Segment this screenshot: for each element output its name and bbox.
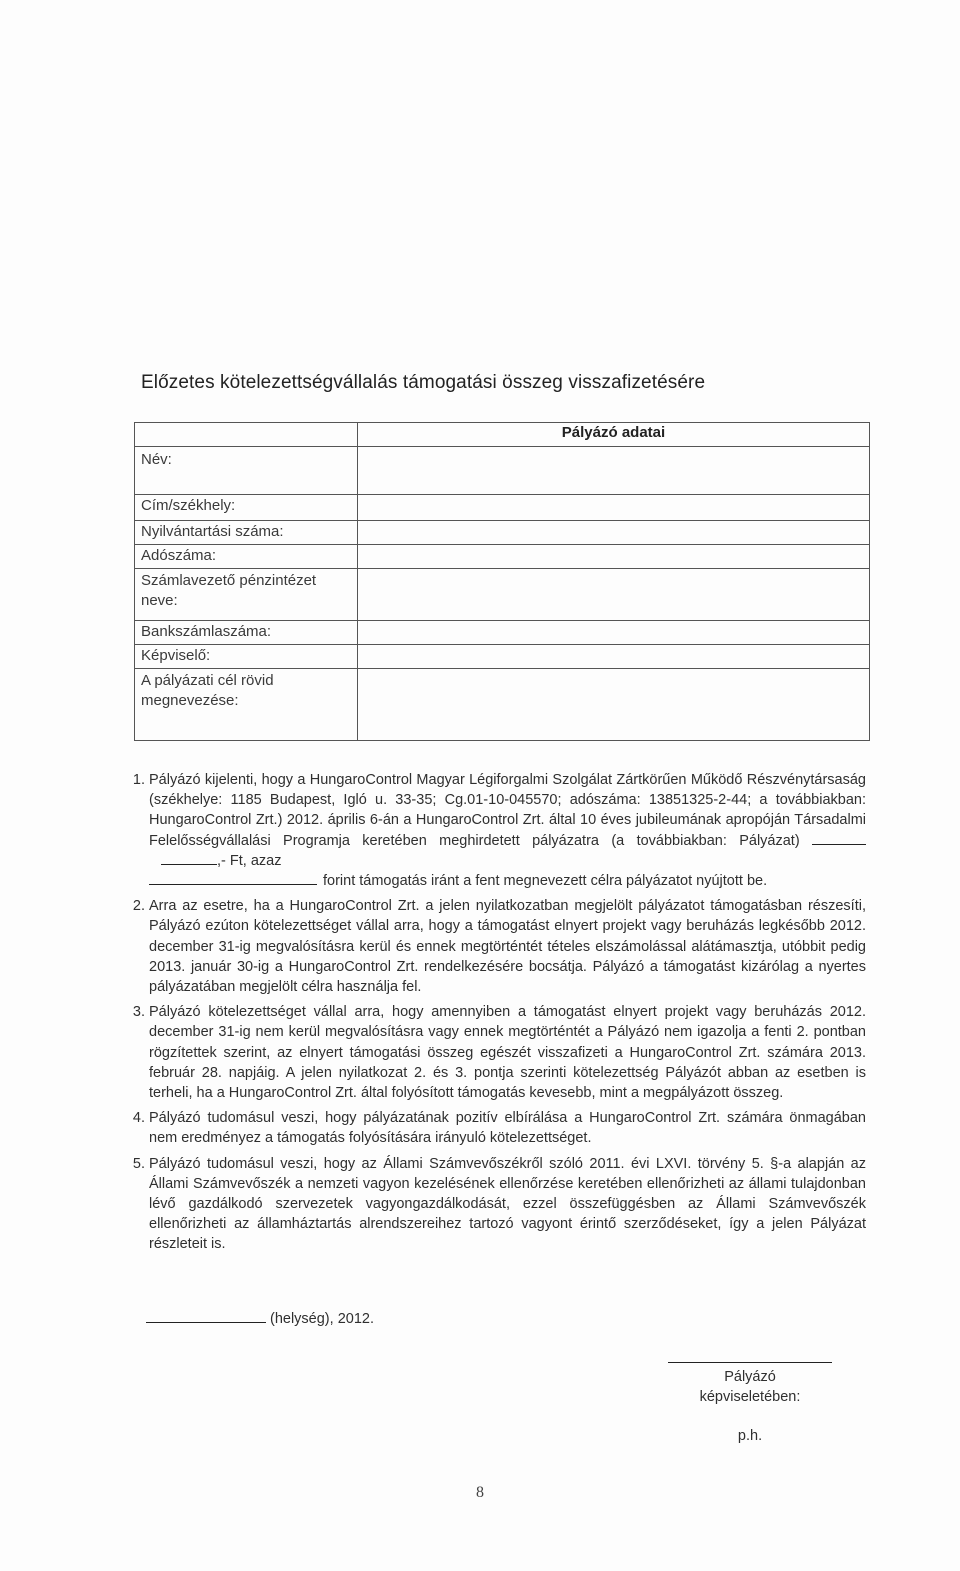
amount-blank-1[interactable] bbox=[812, 832, 866, 845]
label-bank-account: Bankszámlaszáma: bbox=[135, 621, 358, 645]
list-item-text: Pályázó tudomásul veszi, hogy pályázatának pozitív elbírálása a HungaroControl Zrt. számára önmagában nem eredményez a támogatás folyósítására irányuló kötelezettséget. bbox=[149, 1110, 866, 1147]
table-header-blank bbox=[135, 423, 358, 447]
list-item-number: 5. bbox=[132, 1155, 145, 1172]
place-date-text: (helység), 2012. bbox=[270, 1311, 374, 1327]
list-item-text: Pályázó tudomásul veszi, hogy az Állami Számvevőszékről szóló 2011. évi LXVI. törvény 5. §-a alapján az Állami Számvevőszék a nemzeti vagyon kezelésének ellenőrzése keretében ellenőrizheti az állami tulajdonban lévő gazdálkodó szervezetek vagyongazdálkodását, ezzel összefüggésben az Állami Számvevőszék ellenőrizheti az államháztartás alrendszereihez tartozó vagyont érintő szerződéseket, így a jelen Pályázat részleteit is. bbox=[149, 1155, 866, 1253]
label-bank-name: Számlavezető pénzintézet neve: bbox=[135, 569, 358, 621]
signature-block bbox=[668, 1362, 832, 1407]
list-item-text: Pályázó kötelezettséget vállal arra, hogy amennyiben a támogatást elnyert projekt vagy beruházás 2012. december 31-ig nem kerül megvalósításra vagy ennek megtörténtét a Pályázó nem igazolja a fenti 2. pontban rögzítettek szerint, az elnyert támogatási összeg egészét visszafizeti a HungaroControl Zrt. számára 2013. február 28. napjáig. A jelen nyilatkozat 2. és 3. pontja szerinti kötelezettség Pályázót abban az esetben is terheli, ha a HungaroControl Zrt. által folyósított támogatás kevesebb, mint a megpályázott összeg. bbox=[149, 1004, 866, 1102]
list-item bbox=[128, 1002, 866, 1103]
list-item-number: 4. bbox=[132, 1110, 145, 1127]
list-item bbox=[128, 896, 866, 997]
field-name[interactable] bbox=[358, 447, 870, 495]
list-item-number: 3. bbox=[132, 1004, 145, 1021]
list-item-text: Pályázó kijelenti, hogy a HungaroControl Magyar Légiforgalmi Szolgálat Zártkörűen Működő Részvénytársaság (székhelye: 1185 Budapest, Igló u. 33-35; Cg.01-10-045570; adószáma: 13851325-2-44; a továbbiakban: HungaroControl Zrt.) 2012. április 6-án a HungaroControl Zrt. által 10 éves jubileumának apropóján Társadalmi Felelősségvállalási Programja keretében meghirdetett pályázatra (a továbbiakban: Pályázat) ,- Ft, azaz forint támogatás iránt a fent megnevezett célra pályázatot nyújtott be. bbox=[149, 772, 866, 890]
label-project-description: A pályázati cél rövid megnevezése: bbox=[135, 669, 358, 741]
field-tax-number[interactable] bbox=[358, 545, 870, 569]
field-bank-name[interactable] bbox=[358, 569, 870, 621]
field-address[interactable] bbox=[358, 495, 870, 521]
field-registration-number[interactable] bbox=[358, 521, 870, 545]
table-header: Pályázó adatai bbox=[358, 423, 870, 447]
document-title: Előzetes kötelezettségvállalás támogatási összeg visszafizetésére bbox=[141, 372, 706, 393]
label-tax-number: Adószáma: bbox=[135, 545, 358, 569]
list-item bbox=[128, 1108, 866, 1148]
place-blank[interactable] bbox=[146, 1310, 266, 1323]
signature-line-2: képviseletében: bbox=[699, 1389, 801, 1405]
seal-placeholder: p.h. bbox=[737, 1428, 763, 1444]
list-item-text: Arra az esetre, ha a HungaroControl Zrt. a jelen nyilatkozatban megjelölt pályázatot támogatásban részesíti, Pályázó ezúton kötelezettséget vállal arra, hogy a támogatást elnyert projekt vagy beruházás legkésőbb 2012. december 31-ig megvalósításra kerül és ennek megtörténtét tételes elszámolással alátámasztja, utóbbit pedig 2013. január 30-ig a HungaroControl Zrt. rendelkezésére bocsátja. Pályázó a támogatást kizárólag a nyertes pályázatában megjelölt célra használja fel. bbox=[149, 898, 866, 996]
label-name: Név: bbox=[135, 447, 358, 495]
label-representative: Képviselő: bbox=[135, 645, 358, 669]
field-representative[interactable] bbox=[358, 645, 870, 669]
list-item-number: 2. bbox=[132, 898, 145, 915]
signature-line-1: Pályázó bbox=[724, 1369, 776, 1385]
list-item bbox=[128, 1154, 866, 1255]
amount-words-blank[interactable] bbox=[149, 872, 317, 885]
place-date-line bbox=[146, 1310, 374, 1327]
page-number: 8 bbox=[476, 1484, 484, 1501]
label-address: Cím/székhely: bbox=[135, 495, 358, 521]
obligation-list bbox=[128, 770, 866, 1260]
amount-blank-2[interactable] bbox=[161, 852, 217, 865]
label-registration-number: Nyilvántartási száma: bbox=[135, 521, 358, 545]
field-bank-account[interactable] bbox=[358, 621, 870, 645]
field-project-description[interactable] bbox=[358, 669, 870, 741]
applicant-data-table bbox=[134, 422, 870, 741]
list-item bbox=[128, 770, 866, 891]
list-item-number: 1. bbox=[132, 772, 145, 788]
